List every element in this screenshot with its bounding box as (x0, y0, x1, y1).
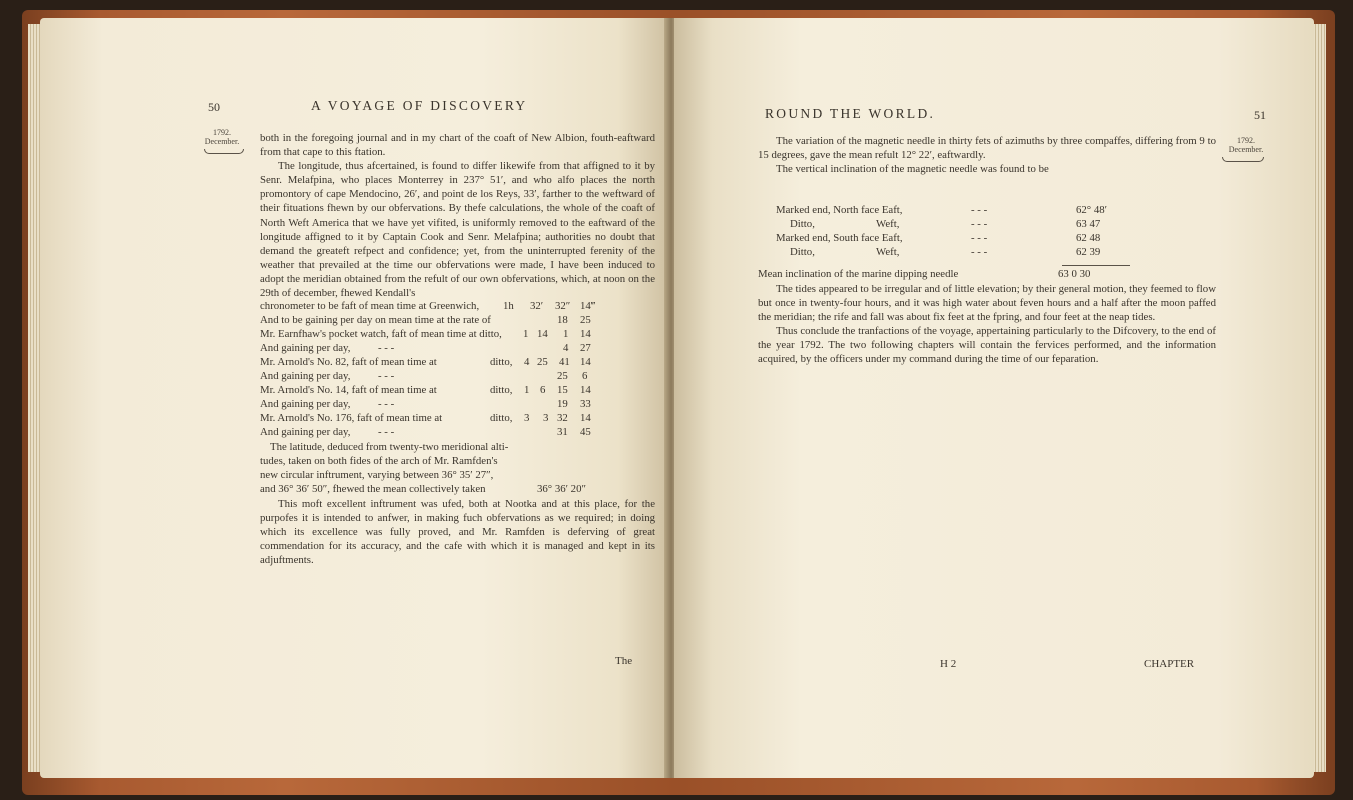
table-row (260, 300, 660, 314)
running-head-right: ROUND THE WORLD. (765, 106, 936, 121)
table-row (260, 412, 660, 426)
cell-seconds: 32″ (555, 300, 571, 312)
paragraph: both in the foregoing journal and in my chart of the coaft of New Albion, fouth-eaftward from that cape to this ftation. (260, 132, 655, 159)
row-dashes: - - - (971, 218, 988, 230)
dip-row (776, 218, 1216, 232)
cell-minutes: 14 (537, 328, 548, 340)
paragraph: The tides appeared to be irregular and of little elevation; by their general motion, they feemed to flow but once in twenty-four hours, and it was high water about feven hours and a half after the moon paffed the meridian; the rife and fall was about fix feet at the fpring, and four feet at the neap tides. (758, 283, 1216, 324)
text-block-left-bottom (260, 497, 655, 567)
cell-minutes: 6 (540, 384, 546, 396)
cell-seconds: 15 (557, 384, 568, 396)
cell-thirds: 27 (580, 342, 591, 354)
catchword-right: CHAPTER (1144, 658, 1195, 670)
row-label: And gaining per day, (260, 398, 351, 410)
latitude-line: new circular inftrument, varying between 36° 35′ 27″, (260, 469, 494, 481)
dip-value: 62 39 (1076, 246, 1101, 258)
dip-label: Ditto, (790, 246, 815, 258)
table-row (260, 426, 660, 440)
row-label: Mr. Earnfhaw's pocket watch, faft of mean time at ditto, (260, 328, 502, 340)
mean-value: 63 0 30 (1058, 268, 1091, 280)
cell-hours: 1h (503, 300, 514, 312)
cell-seconds: 31 (557, 426, 568, 438)
sidenote-brace-right (1222, 157, 1264, 162)
cell-ditto: ditto, (490, 356, 513, 368)
paragraph: Thus conclude the tranfactions of the voyage, appertaining particularly to the Difcovery, to the end of the year 1792. The two following chapters will contain the fervices performed, and the information acquired, by the officers under my command during the time of our feparation. (758, 325, 1216, 366)
text-block-right-bottom (758, 282, 1216, 367)
sum-rule (1062, 265, 1130, 266)
cell-minutes: 32′ (530, 300, 544, 312)
row-dashes: - - - (971, 204, 988, 216)
sidenote-year: 1792. (213, 128, 231, 137)
mean-label: Mean inclination of the marine dipping needle (758, 268, 959, 280)
dip-value: 63 47 (1076, 218, 1101, 230)
cell-minutes: 25 (537, 356, 548, 368)
cell-thirds: 33 (580, 398, 591, 410)
paragraph: The vertical inclination of the magnetic needle was found to be (776, 163, 1049, 176)
table-row (260, 370, 660, 384)
cell-seconds: 25 (557, 370, 568, 382)
paragraph: The variation of the magnetic needle in thirty fets of azimuths by three compaffes, differing from 9 to 15 degrees, gave the mean refult 12° 22′, eaftwardly. (758, 135, 1216, 162)
row-label: And gaining per day, (260, 370, 351, 382)
table-row (260, 314, 660, 328)
left-page (40, 18, 668, 778)
cell-hours: 4 (524, 356, 530, 368)
table-row (260, 398, 660, 412)
cell-minutes: 3 (543, 412, 549, 424)
cell-thirds: 14 (580, 356, 591, 368)
cell-seconds: 32 (557, 412, 568, 424)
page-number-right: 51 (1254, 108, 1266, 122)
row-label: And to be gaining per day on mean time at the rate of (260, 314, 491, 326)
sidenote-month: December. (1228, 145, 1264, 154)
page-number-left: 50 (208, 100, 220, 114)
row-dashes: - - - (971, 246, 988, 258)
paragraph: The longitude, thus afcertained, is found to differ likewife from that affigned to it by Senr. Melafpina, who places Monterrey in 237° 51′, and who alfo places the north promontory of cape Mendocino, 26′, and point de los Reys, 33′, farther to the weftward of their fituations fhewn by our obfervations. By thefe calculations, the whole of the coaft of North Weft America that we have yet vifited, is uniformly removed to the eaftward of the longitude affigned to it by Captain Cook and Senr. Melafpina; authorities no doubt that demand the greateft refpect and confidence; yet, from the uninterrupted ferenity of the weather that prevailed at the time our obfervations were made, I have been induced to adopt the meridian obtained from the refult of our own obfervations, which, at noon on the 29th of december, fhewed Kendall's (260, 160, 655, 300)
row-label: And gaining per day, (260, 426, 351, 438)
cell-thirds: 25 (580, 314, 591, 326)
table-row (260, 342, 660, 356)
row-dashes: - - - (378, 426, 395, 438)
table-row (260, 328, 660, 342)
sidenote-left (200, 128, 244, 146)
text-block-left-top (260, 131, 655, 300)
dip-value: 62 48 (1076, 232, 1101, 244)
sidenote-right (1224, 136, 1268, 154)
cell-seconds: 4 (563, 342, 569, 354)
table-row (260, 384, 660, 398)
cell-seconds: 19 (557, 398, 568, 410)
sidenote-year: 1792. (1237, 136, 1255, 145)
dip-row (776, 232, 1216, 246)
dip-label-face: Weft, (876, 218, 900, 230)
latitude-line: tudes, taken on both fides of the arch of Mr. Ramfden's (260, 455, 498, 467)
cell-hours: 1 (523, 328, 529, 340)
row-label: Mr. Arnold's No. 14, faft of mean time at (260, 384, 437, 396)
signature-mark: H 2 (940, 658, 957, 670)
right-page (674, 18, 1314, 778)
cell-hours: 3 (524, 412, 530, 424)
table-row (260, 356, 660, 370)
dip-mean-row (758, 268, 1218, 282)
cell-seconds: 41 (559, 356, 570, 368)
cell-seconds: 18 (557, 314, 568, 326)
row-dashes: - - - (971, 232, 988, 244)
row-label: And gaining per day, (260, 342, 351, 354)
row-label: chronometer to be faft of mean time at Greenwich, (260, 300, 480, 312)
sidenote-month: December. (204, 137, 240, 146)
cell-thirds: 14‴ (580, 300, 596, 312)
dip-label: Marked end, South face Eaft, (776, 232, 903, 244)
sidenote-brace-left (204, 149, 244, 154)
cell-thirds: 14 (580, 384, 591, 396)
dip-label-face: Weft, (876, 246, 900, 258)
cell-thirds: 45 (580, 426, 591, 438)
row-dashes: - - - (378, 398, 395, 410)
row-dashes: - - - (378, 370, 395, 382)
dip-row (776, 204, 1216, 218)
latitude-line: and 36° 36′ 50″, fhewed the mean collectively taken (260, 483, 486, 495)
dip-label: Ditto, (790, 218, 815, 230)
cell-ditto: ditto, (490, 384, 513, 396)
latitude-value: 36° 36′ 20″ (537, 483, 586, 495)
catchword-left: The (615, 655, 633, 667)
cell-thirds: 14 (580, 328, 591, 340)
dip-row (776, 246, 1216, 260)
cell-ditto: ditto, (490, 412, 513, 424)
cell-seconds: 1 (563, 328, 569, 340)
text-block-right-top (758, 134, 1216, 176)
running-head-left: A VOYAGE OF DISCOVERY (311, 98, 528, 113)
row-dashes: - - - (378, 342, 395, 354)
cell-thirds: 6 (582, 370, 588, 382)
latitude-line: The latitude, deduced from twenty-two meridional alti- (270, 441, 509, 453)
cell-thirds: 14 (580, 412, 591, 424)
dip-value: 62° 48′ (1076, 204, 1107, 216)
paragraph: This moft excellent inftrument was ufed, both at Nootka and at this place, for the purpofes it is intended to anfwer, in making fuch obfervations as we required; in doing which its excellence was fully proved, and Mr. Ramfden is deferving of great commendation for its accuracy, and the cafe with which it is managed and kept in its adjuftments. (260, 498, 655, 567)
row-label: Mr. Arnold's No. 176, faft of mean time at (260, 412, 443, 424)
dip-label: Marked end, North face Eaft, (776, 204, 903, 216)
row-label: Mr. Arnold's No. 82, faft of mean time at (260, 356, 437, 368)
cell-hours: 1 (524, 384, 530, 396)
